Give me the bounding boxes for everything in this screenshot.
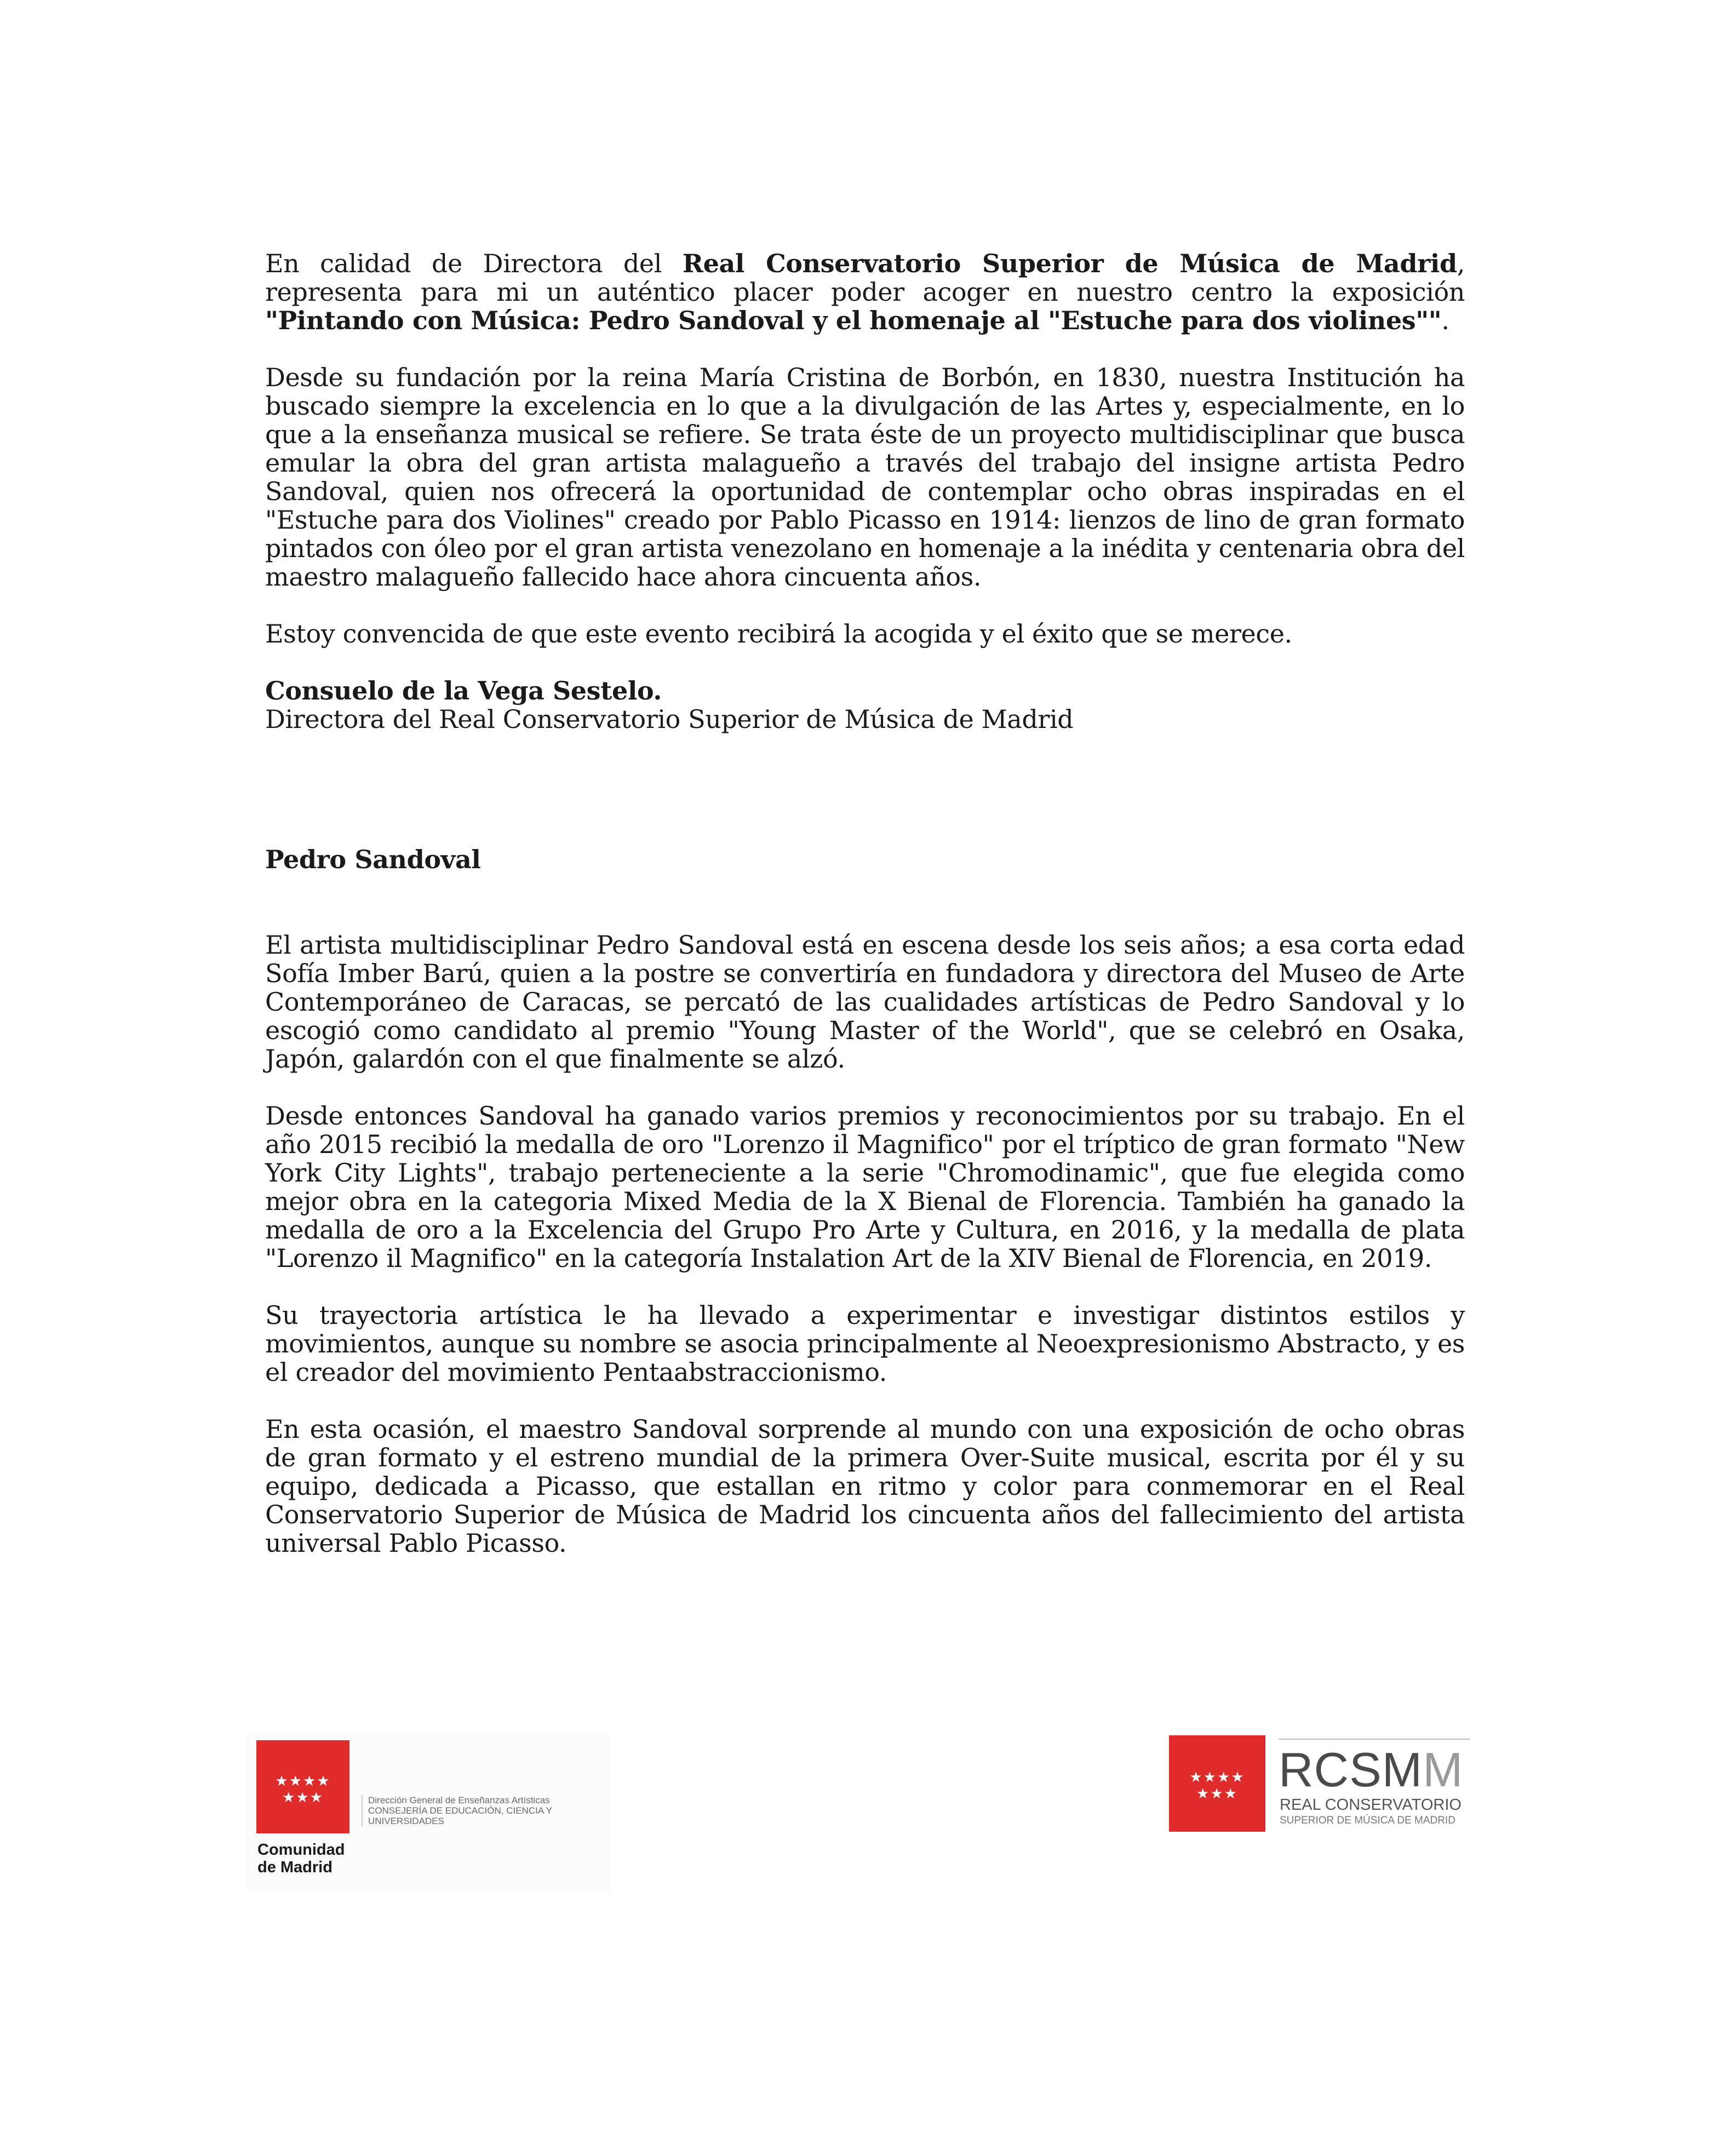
bio-heading: Pedro Sandoval <box>265 845 481 874</box>
department-text: Dirección General de Enseñanzas Artísticas CONSEJERÍA DE EDUCACIÓN, CIENCIA Y UNIVERSIDADES <box>362 1795 609 1826</box>
comunidad-name: Comunidad de Madrid <box>257 1841 345 1876</box>
signature-block <box>265 676 1465 733</box>
madrid-flag-icon <box>1169 1735 1265 1832</box>
exhibition-title: "Pintando con Música: Pedro Sandoval y el homenaje al "Estuche para dos violines"" <box>265 306 1442 335</box>
signature-name: Consuelo de la Vega Sestelo. <box>265 676 662 706</box>
rcsmm-logo <box>1169 1735 1470 1834</box>
bio-paragraph-2: Desde entonces Sandoval ha ganado varios premios y reconocimientos por su trabajo. En el año 2015 recibió la medalla de oro "Lorenzo il Magnifico" por el tríptico de gran formato "New York City Lights", trabajo perteneciente a la serie "Chromodinamic", que fue elegida como mejor obra en la categoria Mixed Media de la X Bienal de Florencia. También ha ganado la medalla de oro a la Excelencia del Grupo Pro Arte y Cultura, en 2016, y la medalla de plata "Lorenzo il Magnifico" en la categoría Instalation Art de la XIV Bienal de Florencia, en 2019. <box>265 1101 1465 1273</box>
history-paragraph: Desde su fundación por la reina María Cristina de Borbón, en 1830, nuestra Institución ha buscado siempre la excelencia en lo que a la divulgación de las Artes y, especialmente, en lo que a la enseñanza musical se refiere. Se trata éste de un proyecto multidisciplinar que busca emular la obra del gran artista malagueño a través del trabajo del insigne artista Pedro Sandoval, quien nos ofrecerá la oportunidad de contemplar ocho obras inspiradas en el "Estuche para dos Violines" creado por Pablo Picasso en 1914: lienzos de lino de gran formato pintados con óleo por el gran artista venezolano en homenaje a la inédita y centenaria obra del maestro malagueño fallecido hace ahora cincuenta años. <box>265 363 1465 592</box>
bio-paragraph-4: En esta ocasión, el maestro Sandoval sorprende al mundo con una exposición de ocho obras de gran formato y el estreno mundial de la primera Over-Suite musical, escrita por él y su equipo, dedicada a Picasso, que estallan en ritmo y color para conmemorar en el Real Conservatorio Superior de Música de Madrid los cincuenta años del fallecimiento del artista universal Pablo Picasso. <box>265 1414 1465 1558</box>
closing-paragraph: Estoy convencida de que este evento recibirá la acogida y el éxito que se merece. <box>265 619 1292 649</box>
rcsmm-subtitle-2: SUPERIOR DE MÚSICA DE MADRID <box>1280 1815 1455 1826</box>
intro-text-1: En calidad de Directora del <box>265 249 683 278</box>
institution-name: Real Conservatorio Superior de Música de Madrid <box>682 249 1457 278</box>
logo-divider <box>1279 1739 1470 1740</box>
rcsmm-wordmark: RCSMM <box>1279 1742 1464 1797</box>
intro-text-2: , representa para mi un auténtico placer poder acoger en nuestro centro la exposición <box>265 249 1465 307</box>
intro-paragraph <box>265 249 1465 335</box>
intro-text-3: . <box>1441 306 1449 335</box>
document-body <box>265 249 1465 1586</box>
bio-paragraph-3: Su trayectoria artística le ha llevado a experimentar e investigar distintos estilos y movimientos, aunque su nombre se asocia principalmente al Neoexpresionismo Abstracto, y es el creador del movimiento Pentaabstraccionismo. <box>265 1300 1465 1387</box>
stars-row-bottom: ★★★ <box>282 1790 324 1806</box>
signature-title: Directora del Real Conservatorio Superior de Música de Madrid <box>265 704 1074 734</box>
stars-row-top: ★★★★ <box>1189 1769 1245 1786</box>
madrid-flag-icon <box>256 1740 349 1833</box>
rcsmm-subtitle-1: REAL CONSERVATORIO <box>1280 1796 1462 1814</box>
stars-row-bottom: ★★★ <box>1196 1786 1238 1802</box>
comunidad-de-madrid-logo <box>247 1734 611 1893</box>
bio-paragraph-1: El artista multidisciplinar Pedro Sandoval está en escena desde los seis años; a esa corta edad Sofía Imber Barú, quien a la postre se convertiría en fundadora y directora del Museo de Arte Contemporáneo de Caracas, se percató de las cualidades artísticas de Pedro Sandoval y lo escogió como candidato al premio "Young Master of the World", que se celebró en Osaka, Japón, galardón con el que finalmente se alzó. <box>265 930 1465 1074</box>
stars-row-top: ★★★★ <box>275 1773 331 1790</box>
